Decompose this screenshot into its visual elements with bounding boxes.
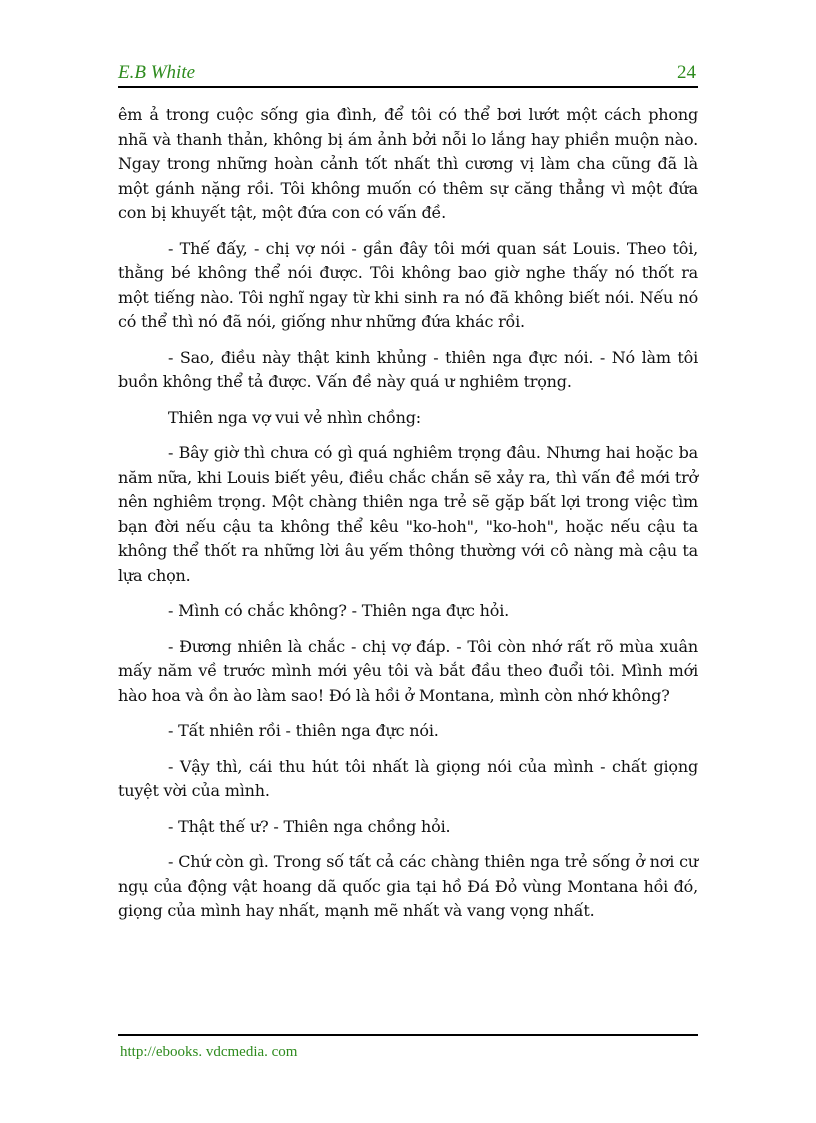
page-header (118, 62, 698, 88)
body-text (118, 103, 698, 935)
paragraph: - Mình có chắc không? - Thiên nga đực hỏi. (168, 601, 510, 620)
paragraph: - Đương nhiên là chắc - chị vợ đáp. - Tôi còn nhớ rất rõ mùa xuân mấy năm về trước mình mới yêu tôi và bắt đầu theo đuổi tôi. Mình mới hào hoa và ồn ào làm sao! Đó là hồi ở Montana, mình còn nhớ không? (118, 636, 698, 705)
paragraph: - Thế đấy, - chị vợ nói - gần đây tôi mới quan sát Louis. Theo tôi, thằng bé không thể nói được. Tôi không bao giờ nghe thấy nó thốt ra một tiếng nào. Tôi nghĩ ngay từ khi sinh ra nó đã không biết nói. Nếu nó có thể thì nó đã nói, giống như những đứa khác rồi. (118, 238, 698, 331)
paragraph: - Thật thế ư? - Thiên nga chồng hỏi. (168, 816, 451, 836)
paragraph: - Chứ còn gì. Trong số tất cả các chàng thiên nga trẻ sống ở nơi cư ngụ của động vật hoang dã quốc gia tại hồ Đá Đỏ vùng Montana hồi đó, giọng của mình hay nhất, mạnh mẽ nhất và vang vọng nhất. (118, 852, 698, 920)
paragraph: Thiên nga vợ vui vẻ nhìn chồng: (168, 407, 421, 427)
page-number: 24 (677, 62, 696, 83)
paragraph: - Vậy thì, cái thu hút tôi nhất là giọng nói của mình - chất giọng tuyệt vời của mình. (118, 756, 698, 800)
paragraph: - Sao, điều này thật kinh khủng - thiên nga đực nói. - Nó làm tôi buồn không thể tả được. Vấn đề này quá ư nghiêm trọng. (118, 347, 698, 391)
footer-url: http://ebooks. vdcmedia. com (120, 1044, 298, 1060)
paragraph: - Tất nhiên rồi - thiên nga đực nói. (168, 721, 439, 740)
paragraph-continuation: êm ả trong cuộc sống gia đình, để tôi có thể bơi lướt một cách phong nhã và thanh thản, không bị ám ảnh bởi nỗi lo lắng hay phiền muộn nào. Ngay trong những hoàn cảnh tốt nhất thì cương vị làm cha cũng đã là một gánh nặng rồi. Tôi không muốn có thêm sự căng thẳng vì một đứa con bị khuyết tật, một đứa con có vấn đề. (118, 105, 698, 222)
footer-divider (118, 1034, 698, 1036)
paragraph: - Bây giờ thì chưa có gì quá nghiêm trọng đâu. Nhưng hai hoặc ba năm nữa, khi Louis biết yêu, điều chắc chắn sẽ xảy ra, thì vấn đề mới trở nên nghiêm trọng. Một chàng thiên nga trẻ sẽ gặp bất lợi trong việc tìm bạn đời nếu cậu ta không thể kêu "ko-hoh", "ko-hoh", hoặc nếu cậu ta không thể thốt ra những lời âu yếm thông thường với cô nàng mà cậu ta lựa chọn. (118, 443, 698, 585)
book-author-title: E.B White (118, 62, 196, 83)
